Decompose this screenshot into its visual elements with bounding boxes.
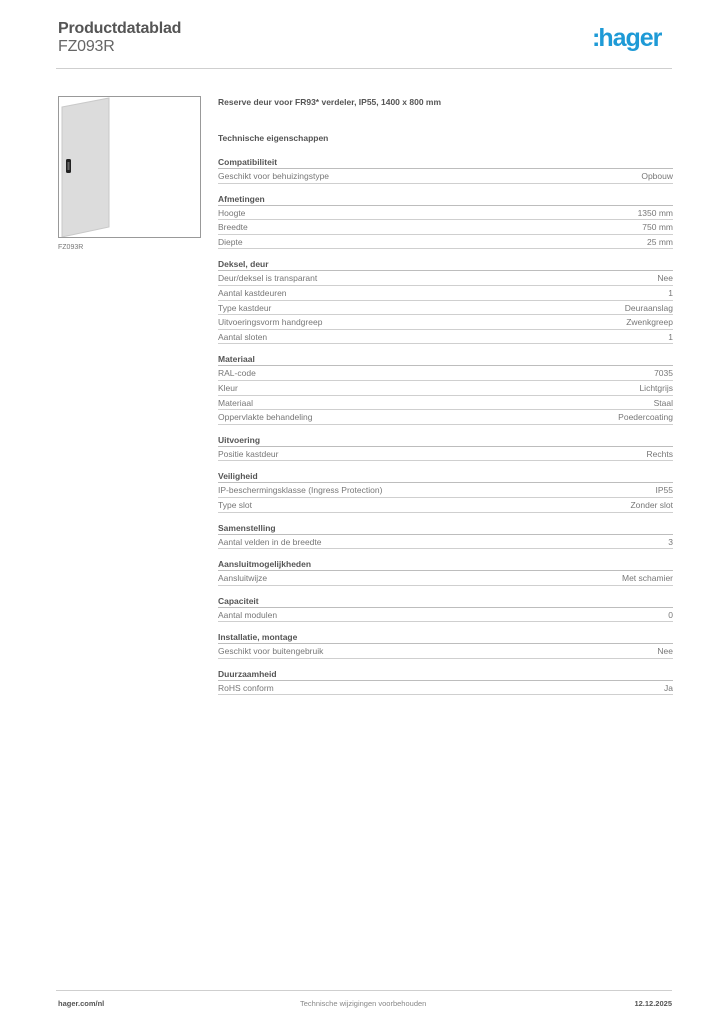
spec-value: 3	[668, 536, 673, 547]
spec-section	[218, 354, 673, 424]
image-caption: FZ093R	[58, 244, 84, 251]
product-image	[58, 96, 201, 238]
spec-section	[218, 596, 673, 623]
spec-label: IP-beschermingsklasse (Ingress Protection)	[218, 485, 383, 496]
spec-row	[218, 396, 673, 411]
document-title: Productdatablad	[58, 20, 182, 37]
spec-label: RoHS conform	[218, 682, 274, 693]
spec-section	[218, 471, 673, 512]
footer-date: 12.12.2025	[634, 999, 672, 1008]
spec-label: Kleur	[218, 382, 238, 393]
spec-row	[218, 447, 673, 462]
section-title: Samenstelling	[218, 523, 673, 535]
spec-row	[218, 644, 673, 659]
specifications	[218, 97, 673, 705]
spec-row	[218, 206, 673, 221]
spec-section	[218, 157, 673, 184]
spec-label: Diepte	[218, 236, 243, 247]
logo-colon: :	[592, 24, 599, 52]
spec-value: Ja	[664, 682, 673, 693]
spec-value: 1350 mm	[637, 207, 673, 218]
spec-value: Nee	[657, 646, 673, 657]
header-divider	[56, 68, 672, 69]
spec-row	[218, 315, 673, 330]
footer-website: hager.com/nl	[58, 999, 105, 1008]
section-title: Capaciteit	[218, 596, 673, 608]
spec-label: Geschikt voor buitengebruik	[218, 646, 324, 657]
hager-logo	[592, 26, 661, 51]
section-title: Duurzaamheid	[218, 669, 673, 681]
spec-value: 750 mm	[642, 222, 673, 233]
tech-properties-heading: Technische eigenschappen	[218, 133, 329, 143]
spec-section	[218, 632, 673, 659]
spec-section	[218, 559, 673, 586]
section-title: Afmetingen	[218, 194, 673, 206]
product-code: FZ093R	[58, 38, 115, 55]
footer-divider	[56, 990, 672, 991]
spec-section	[218, 259, 673, 344]
spec-value: 0	[668, 609, 673, 620]
spec-label: Breedte	[218, 222, 248, 233]
spec-row	[218, 381, 673, 396]
spec-value: Deuraanslag	[624, 302, 673, 313]
spec-section	[218, 523, 673, 550]
section-title: Compatibiliteit	[218, 157, 673, 169]
spec-label: Type kastdeur	[218, 302, 272, 313]
spec-value: Nee	[657, 273, 673, 284]
spec-row	[218, 301, 673, 316]
spec-row	[218, 681, 673, 696]
spec-value: Zonder slot	[630, 499, 673, 510]
spec-label: Aantal kastdeuren	[218, 287, 287, 298]
spec-label: Deur/deksel is transparant	[218, 273, 318, 284]
spec-row	[218, 410, 673, 425]
spec-row	[218, 535, 673, 550]
spec-label: Oppervlakte behandeling	[218, 412, 313, 423]
section-title: Aansluitmogelijkheden	[218, 559, 673, 571]
spec-row	[218, 366, 673, 381]
spec-label: RAL-code	[218, 368, 256, 379]
spec-value: 7035	[654, 368, 673, 379]
section-title: Materiaal	[218, 354, 673, 366]
product-description: Reserve deur voor FR93* verdeler, IP55, 1400 x 800 mm	[218, 97, 442, 107]
spec-row	[218, 169, 673, 184]
section-title: Uitvoering	[218, 435, 673, 447]
spec-value: Zwenkgreep	[626, 317, 673, 328]
spec-row	[218, 608, 673, 623]
spec-section	[218, 435, 673, 462]
spec-value: Rechts	[646, 448, 673, 459]
spec-value: 1	[668, 287, 673, 298]
section-title: Deksel, deur	[218, 259, 673, 271]
section-title: Installatie, montage	[218, 632, 673, 644]
spec-value: Met schamier	[621, 573, 673, 584]
spec-value: 25 mm	[647, 236, 673, 247]
spec-row	[218, 498, 673, 513]
spec-label: Positie kastdeur	[218, 448, 279, 459]
spec-label: Hoogte	[218, 207, 246, 218]
spec-value: Staal	[653, 397, 673, 408]
logo-text: hager	[598, 24, 662, 52]
spec-label: Type slot	[218, 499, 253, 510]
spec-label: Aantal velden in de breedte	[218, 536, 322, 547]
spec-value: 1	[668, 331, 673, 342]
spec-value: IP55	[655, 485, 673, 496]
spec-label: Aansluitwijze	[218, 573, 268, 584]
spec-label: Uitvoeringsvorm handgreep	[218, 317, 323, 328]
spec-section	[218, 194, 673, 250]
spec-row	[218, 330, 673, 345]
spec-value: Opbouw	[641, 171, 673, 181]
spec-label: Aantal sloten	[218, 331, 268, 342]
spec-row	[218, 235, 673, 250]
spec-row	[218, 271, 673, 286]
spec-row	[218, 220, 673, 235]
spec-value: Lichtgrijs	[639, 382, 673, 393]
spec-row	[218, 571, 673, 586]
spec-row	[218, 483, 673, 498]
section-title: Veiligheid	[218, 471, 673, 483]
footer-notice: Technische wijzigingen voorbehouden	[300, 999, 427, 1008]
spec-value: Poedercoating	[618, 412, 673, 423]
spec-row	[218, 286, 673, 301]
spec-section	[218, 669, 673, 696]
spec-label: Aantal modulen	[218, 609, 278, 620]
spec-label: Materiaal	[218, 397, 253, 408]
spec-sections	[218, 157, 673, 695]
door-panel-icon	[59, 97, 201, 238]
spec-label: Geschikt voor behuizingstype	[218, 171, 330, 181]
